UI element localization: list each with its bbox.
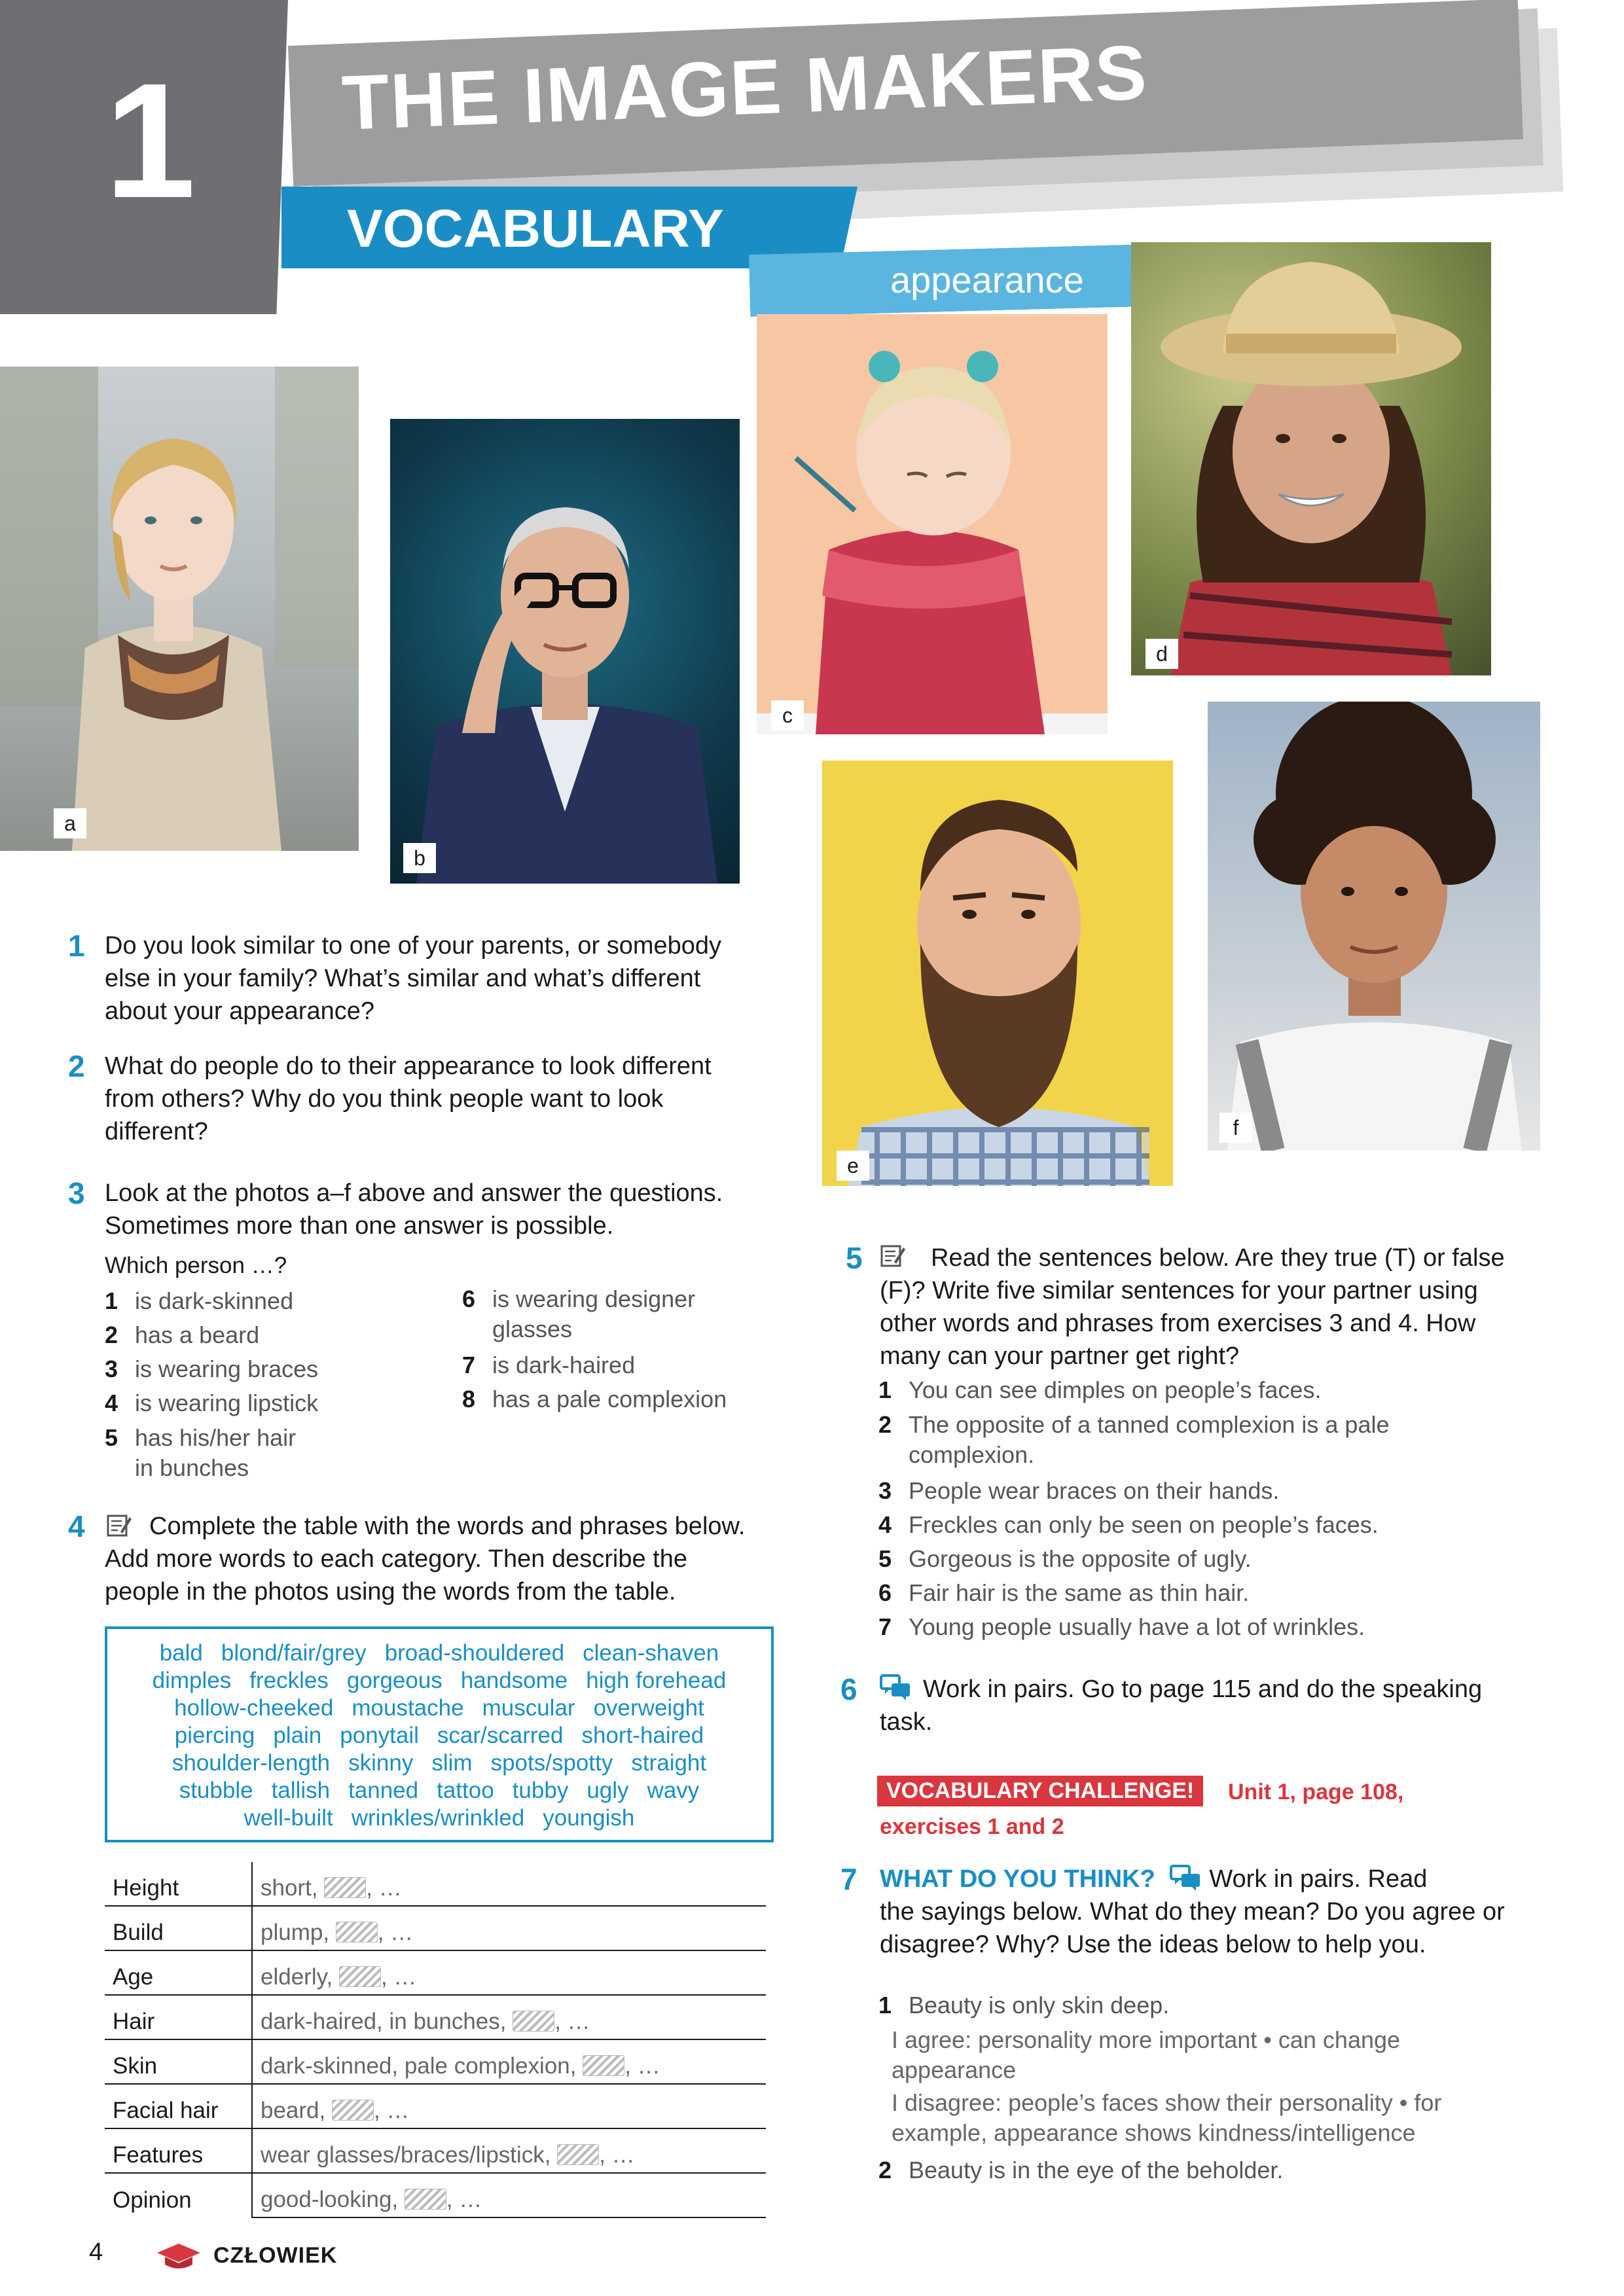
challenge-reference-exercises[interactable]: exercises 1 and 2 bbox=[880, 1814, 1064, 1839]
exercise-1-text: Do you look similar to one of your parents, or somebody else in your family? What’s similar and what’s different about your appearance? bbox=[105, 932, 722, 1025]
answer-blank[interactable] bbox=[583, 2055, 624, 2076]
list-item: 8 has a pale complexion bbox=[462, 1386, 727, 1412]
exercise-3-text: Look at the photos a–f above and answer the questions. Sometimes more than one answer is possible. bbox=[105, 1179, 723, 1240]
list-item: 7 Young people usually have a lot of wrinkles. bbox=[878, 1613, 1365, 1640]
word-line: hollow-cheeked moustache muscular overweight bbox=[174, 1695, 704, 1721]
unit-number: 1 bbox=[105, 49, 196, 232]
topic-label: appearance bbox=[890, 259, 1084, 300]
answer-blank[interactable] bbox=[332, 2100, 374, 2121]
photo-d bbox=[1131, 242, 1491, 675]
photo-label-d: d bbox=[1146, 639, 1178, 669]
exercise-3-list-left bbox=[105, 1284, 445, 1483]
list-item: 6 is wearing designer glasses bbox=[462, 1285, 696, 1342]
exercise-5-list bbox=[878, 1373, 1533, 1644]
list-item: 5 Gorgeous is the opposite of ugly. bbox=[878, 1545, 1252, 1572]
page-number: 4 bbox=[89, 2238, 103, 2266]
unit-title: THE IMAGE MAKERS bbox=[340, 29, 1149, 147]
photo-e bbox=[822, 761, 1173, 1186]
photo-c-illustration bbox=[757, 314, 1108, 734]
list-item: 6 Fair hair is the same as thin hair. bbox=[878, 1579, 1250, 1606]
list-item: 3 People wear braces on their hands. bbox=[878, 1477, 1280, 1504]
list-item: 1 You can see dimples on people’s faces. bbox=[878, 1376, 1322, 1403]
answer-blank[interactable] bbox=[339, 1966, 381, 1987]
list-item: 7 is dark-haired bbox=[462, 1352, 636, 1378]
word-line: stubble tallish tanned tattoo tubby ugly wavy bbox=[179, 1778, 700, 1803]
list-item: 3 is wearing braces bbox=[105, 1355, 319, 1382]
answer-blank[interactable] bbox=[324, 1877, 366, 1898]
exercise-3-prompt: Which person …? bbox=[105, 1253, 287, 1278]
agree-ideas: I agree: personality more important • can change appearance bbox=[892, 2026, 1401, 2083]
word-line: bald blond/fair/grey broad-shouldered clean-shaven bbox=[159, 1640, 719, 1666]
photo-label-f: f bbox=[1219, 1113, 1252, 1143]
exercise-3-list-right bbox=[462, 1284, 750, 1416]
exercise-7-number: 7 bbox=[840, 1862, 857, 1896]
table-row: Skin dark-skinned, pale complexion, , … bbox=[105, 2039, 766, 2084]
photo-c bbox=[757, 314, 1108, 734]
exercise-7-heading: WHAT DO YOU THINK? bbox=[880, 1865, 1155, 1893]
vocabulary-challenge-badge: VOCABULARY CHALLENGE! bbox=[877, 1776, 1203, 1806]
photo-b bbox=[390, 419, 740, 884]
photo-b-illustration bbox=[390, 419, 740, 884]
table-row: Opinion good-looking, , … bbox=[105, 2173, 766, 2217]
exercise-7-first-line: WHAT DO YOU THINK? Work in pairs. Read bbox=[880, 1865, 1428, 1893]
photo-a bbox=[0, 367, 359, 851]
exercise-6-number: 6 bbox=[840, 1672, 857, 1706]
photo-e-illustration bbox=[822, 761, 1173, 1186]
graduation-cap-icon bbox=[156, 2242, 202, 2271]
challenge-reference[interactable]: Unit 1, page 108, bbox=[1228, 1780, 1404, 1804]
word-line: well-built wrinkles/wrinkled youngish bbox=[244, 1805, 635, 1831]
saying-1: 1 Beauty is only skin deep. bbox=[878, 1992, 1170, 2018]
section-label: VOCABULARY bbox=[347, 199, 724, 259]
disagree-ideas: I disagree: people’s faces show their personality • for example, appearance shows kindness/intelligence bbox=[892, 2089, 1442, 2146]
photo-d-illustration bbox=[1131, 242, 1491, 675]
word-line: dimples freckles gorgeous handsome high forehead bbox=[152, 1668, 727, 1693]
exercise-1-number: 1 bbox=[68, 929, 85, 963]
exercise-2-number: 2 bbox=[68, 1049, 85, 1083]
list-item: 1 is dark-skinned bbox=[105, 1287, 294, 1314]
list-item: 4 is wearing lipstick bbox=[105, 1390, 319, 1416]
table-row: Age elderly, , … bbox=[105, 1950, 766, 1995]
photo-a-illustration bbox=[0, 367, 359, 851]
exercise-5-number: 5 bbox=[846, 1241, 863, 1275]
answer-blank[interactable] bbox=[513, 2011, 554, 2032]
photo-label-c: c bbox=[771, 700, 804, 730]
answer-blank[interactable] bbox=[336, 1922, 378, 1943]
table-row: Features wear glasses/braces/lipstick, , … bbox=[105, 2128, 766, 2173]
table-row: Height short, , … bbox=[105, 1862, 766, 1906]
word-line: piercing plain ponytail scar/scarred short-haired bbox=[174, 1723, 704, 1748]
vocabulary-table bbox=[105, 1862, 766, 2218]
photo-label-e: e bbox=[837, 1151, 869, 1181]
edit-icon bbox=[106, 1512, 132, 1538]
photo-f-illustration bbox=[1208, 702, 1540, 1151]
exercise-6-text: Work in pairs. Go to page 115 and do the speaking task. bbox=[880, 1676, 1483, 1736]
exercise-4-text: Complete the table with the words and phrases below. Add more words to each category. Then describe the people in the photos using the words from the table. bbox=[105, 1513, 746, 1605]
exercise-4-number: 4 bbox=[68, 1509, 85, 1543]
exercise-3-number: 3 bbox=[68, 1176, 85, 1210]
exercise-5-text: Read the sentences below. Are they true (T) or false (F)? Write five similar sentences for your partner using other words and phrases from exercises 3 and 4. How many can your partner get right? bbox=[880, 1244, 1505, 1370]
list-item: 4 Freckles can only be seen on people’s faces. bbox=[878, 1511, 1379, 1538]
word-box bbox=[105, 1626, 774, 1842]
table-row: Facial hair beard, , … bbox=[105, 2084, 766, 2128]
exercise-2-text: What do people do to their appearance to look different from others? Why do you think people want to look different? bbox=[105, 1052, 712, 1145]
answer-blank[interactable] bbox=[557, 2144, 599, 2165]
table-row: Build plump, , … bbox=[105, 1906, 766, 1950]
list-item: 5 has his/her hair in bunches bbox=[105, 1424, 297, 1481]
list-item: 2 The opposite of a tanned complexion is a pale complexion. bbox=[878, 1411, 1390, 1468]
table-row: Hair dark-haired, in bunches, , … bbox=[105, 1995, 766, 2039]
saying-2: 2 Beauty is in the eye of the beholder. bbox=[878, 2157, 1284, 2183]
photo-f bbox=[1208, 702, 1540, 1151]
exercise-7-text: the sayings below. What do they mean? Do you agree or disagree? Why? Use the ideas below to help you. bbox=[880, 1898, 1505, 1958]
photo-label-a: a bbox=[54, 808, 86, 838]
list-item: 2 has a beard bbox=[105, 1321, 260, 1348]
answer-blank[interactable] bbox=[405, 2189, 446, 2210]
photo-label-b: b bbox=[403, 843, 436, 873]
word-line: shoulder-length skinny slim spots/spotty straight bbox=[171, 1750, 707, 1776]
publisher-brand: CZŁOWIEK bbox=[213, 2243, 338, 2268]
speech-bubbles-icon bbox=[1170, 1865, 1201, 1891]
